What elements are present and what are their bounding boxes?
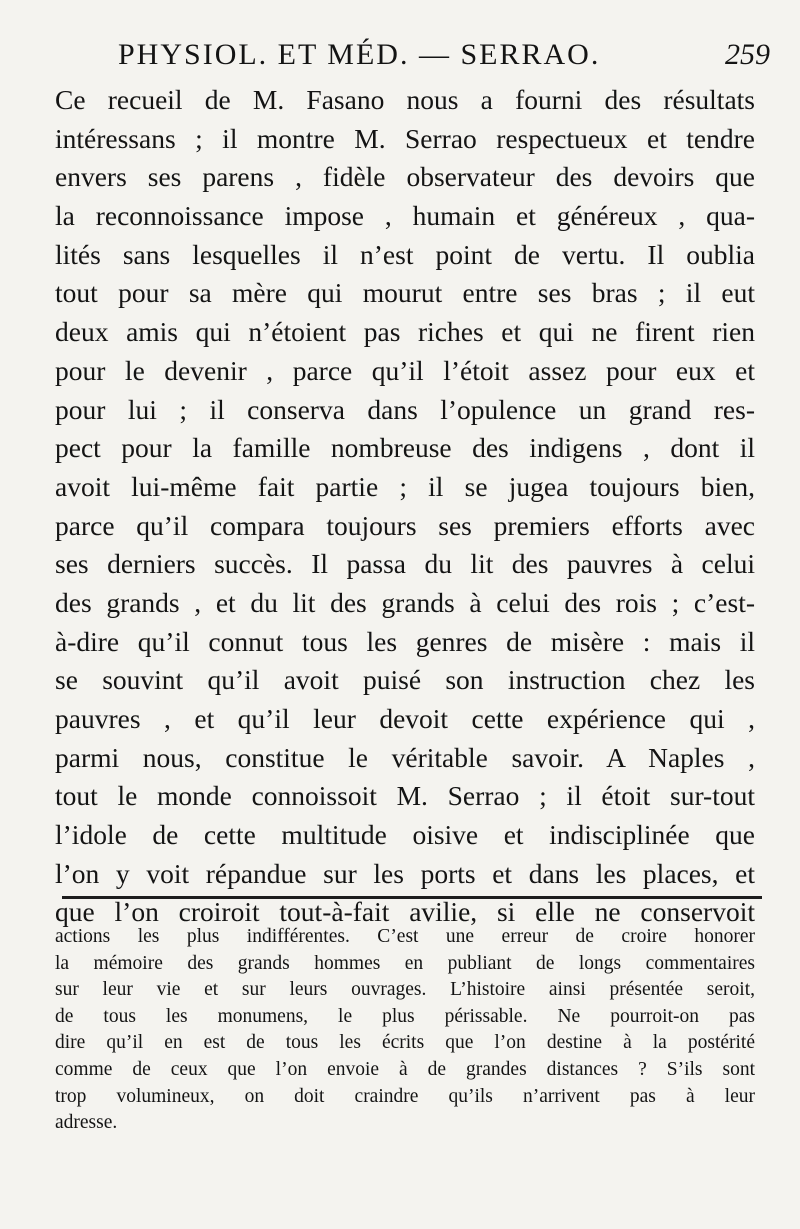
text-line: se souvint qu’il avoit puisé son instruction chez les [55,664,755,696]
text-line: tout le monde connoissoit M. Serrao ; il étoit sur-tout [55,780,755,812]
footnote [55,924,755,1137]
footnote-line: adresse. [55,1112,118,1134]
text-line: la reconnoissance impose , humain et généreux , qua- [55,200,755,232]
footnote-line: actions les plus indifférentes. C’est une erreur de croire honorer [55,926,755,947]
text-line: deux amis qui n’étoient pas riches et qui ne firent rien [55,316,755,348]
text-line: pour lui ; il conserva dans l’opulence un grand res- [55,393,755,425]
text-line: tout pour sa mère qui mourut entre ses bras ; il eut [55,277,755,309]
text-line: pour le devenir , parce qu’il l’étoit assez pour eux et [55,354,755,386]
footnote-line: trop volumineux, on doit craindre qu’ils n’arrivent pas à leur [55,1085,755,1107]
text-line: à-dire qu’il connut tous les genres de misère : mais il [55,625,755,657]
body-text [55,81,755,932]
text-line: parce qu’il compara toujours ses premiers efforts avec [55,509,755,541]
page-number: 259 [725,38,770,71]
text-line: envers ses parens , fidèle observateur des devoirs que [55,161,755,193]
text-line: lités sans lesquelles il n’est point de vertu. Il oublia [55,238,755,270]
running-head: PHYSIOL. ET MÉD. — SERRAO. [118,38,601,71]
text-line: avoit lui-même fait partie ; il se jugea toujours bien, [55,470,755,502]
footnote-line: dire qu’il en est de tous les écrits que l’on destine à la postérité [55,1032,755,1054]
page-header [118,38,770,86]
text-line: que l’on croiroit tout-à-fait avilie, si elle ne conservoit [55,896,755,928]
text-line: parmi nous, constitue le véritable savoir. A Naples , [55,741,755,773]
footnote-divider [62,896,762,899]
footnote-line: la mémoire des grands hommes en publiant de longs commentaires [55,952,755,974]
text-line: pect pour la famille nombreuse des indigens , dont il [55,432,755,464]
text-line: intéressans ; il montre M. Serrao respectueux et tendre [55,122,755,154]
text-line: ses derniers succès. Il passa du lit des pauvres à celui [55,548,755,580]
footnote-line: comme de ceux que l’on envoie à de grandes distances ? S’ils sont [55,1058,755,1080]
text-line: l’idole de cette multitude oisive et indisciplinée que [55,819,755,851]
text-line: des grands , et du lit des grands à celui des rois ; c’est- [55,586,755,618]
text-line: pauvres , et qu’il leur devoit cette expérience qui , [55,703,755,734]
text-line: l’on y voit répandue sur les ports et dans les places, et [55,857,755,889]
footnote-line: sur leur vie et sur leurs ouvrages. L’histoire ainsi présentée seroit, [55,979,755,1001]
footnote-line: de tous les monumens, le plus périssable. Ne pourroit-on pas [55,1005,755,1027]
text-line: Ce recueil de M. Fasano nous a fourni des résultats [55,84,755,115]
